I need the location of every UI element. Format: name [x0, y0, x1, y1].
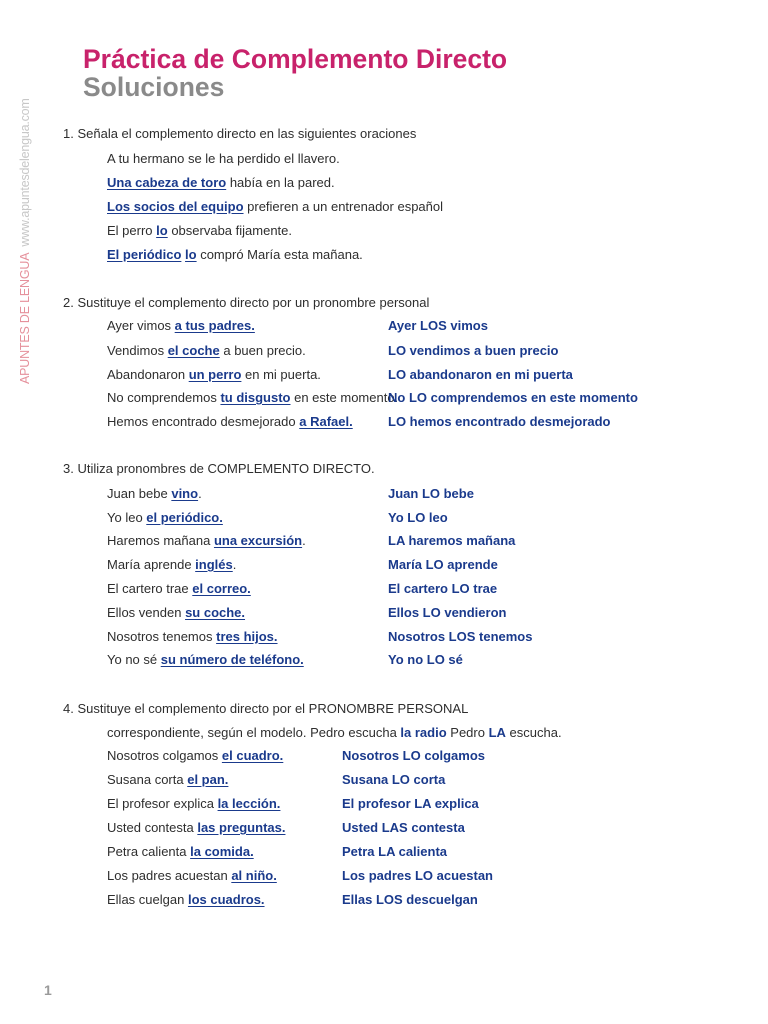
- answer-text: Los padres LO acuestan: [342, 868, 493, 883]
- sentence-text: compró María esta mañana.: [196, 247, 363, 262]
- direct-object-highlight: tu disgusto: [220, 390, 291, 405]
- sidebar-text: [18, 98, 32, 384]
- answer-text: Nosotros LOS tenemos: [388, 629, 533, 644]
- answer-text: LO abandonaron en mi puerta: [388, 367, 573, 382]
- sentence-text: Nosotros colgamos: [107, 748, 222, 763]
- exercise-heading: 3. Utiliza pronombres de COMPLEMENTO DIRECTO.: [63, 461, 375, 476]
- answer-text: Usted LAS contesta: [342, 820, 465, 835]
- sentence-text: Ellas cuelgan: [107, 892, 188, 907]
- direct-object-highlight: su coche.: [185, 605, 246, 620]
- exercise-sentence: [107, 223, 292, 238]
- direct-object-highlight: las preguntas.: [197, 820, 286, 835]
- exercise-sentence: [107, 868, 277, 883]
- sentence-text: Hemos encontrado desmejorado: [107, 414, 300, 429]
- answer-text: Ellas LOS descuelgan: [342, 892, 478, 907]
- sentence-text: prefieren a un entrenador español: [243, 199, 444, 214]
- answer-text: Susana LO corta: [342, 772, 446, 787]
- sentence-text: a buen precio.: [219, 343, 306, 358]
- sentence-text: había en la pared.: [226, 175, 335, 190]
- answer-text: El profesor LA explica: [342, 796, 479, 811]
- sentence-text: Los padres acuestan: [107, 868, 232, 883]
- sentence-text: Nosotros tenemos: [107, 629, 217, 644]
- direct-object-highlight: al niño.: [231, 868, 277, 883]
- direct-object-highlight: lo: [156, 223, 168, 238]
- sentence-text: El profesor explica: [107, 796, 218, 811]
- exercise-sentence: [107, 318, 255, 333]
- sentence-text: A tu hermano se le ha perdido el llavero.: [107, 151, 340, 166]
- direct-object-highlight: el cuadro.: [221, 748, 284, 763]
- answer-text: LO vendimos a buen precio: [388, 343, 559, 358]
- exercise-sentence: [107, 175, 335, 190]
- exercise-sentence: [107, 367, 321, 382]
- sentence-text: .: [232, 557, 237, 572]
- sentence-text: Juan bebe: [107, 486, 172, 501]
- answer-text: El cartero LO trae: [388, 581, 498, 596]
- exercise-sentence: [107, 390, 398, 405]
- answer-text: Juan LO bebe: [388, 486, 474, 501]
- exercise-sentence: [107, 510, 223, 525]
- exercise-sentence: [107, 486, 202, 501]
- direct-object-highlight: a Rafael.: [299, 414, 353, 429]
- page-number: 1: [44, 982, 52, 998]
- answer-text: María LO aprende: [388, 557, 498, 572]
- direct-object-highlight: Los socios del equipo: [107, 199, 244, 214]
- sidebar-vertical-text: [14, 44, 36, 384]
- sentence-text: María aprende: [107, 557, 196, 572]
- exercise-sentence: [107, 748, 283, 763]
- exercise-sentence: [107, 605, 245, 620]
- exercise-sentence: [107, 652, 304, 667]
- answer-text: No LO comprendemos en este momento: [388, 390, 638, 405]
- answer-text: Petra LA calienta: [342, 844, 448, 859]
- sentence-text: Usted contesta: [107, 820, 198, 835]
- direct-object-highlight: tres hijos.: [216, 629, 278, 644]
- direct-object-highlight: un perro: [188, 367, 242, 382]
- exercise-sentence: [107, 796, 280, 811]
- sentence-text: Susana corta: [107, 772, 188, 787]
- answer-text: Yo no LO sé: [388, 652, 463, 667]
- exercise-sentence: [107, 247, 363, 262]
- sentence-text: Petra calienta: [107, 844, 191, 859]
- answer-text: Ellos LO vendieron: [388, 605, 507, 620]
- exercise-sentence: [107, 199, 443, 214]
- direct-object-highlight: la lección.: [217, 796, 281, 811]
- direct-object-highlight: a tus padres.: [174, 318, 255, 333]
- direct-object-highlight: Una cabeza de toro: [107, 175, 227, 190]
- exercise-sentence: [107, 820, 285, 835]
- sentence-text: Ellos venden: [107, 605, 186, 620]
- sentence-text: en mi puerta.: [241, 367, 321, 382]
- direct-object-highlight: su número de teléfono.: [160, 652, 304, 667]
- sentence-text: en este momento.: [290, 390, 399, 405]
- direct-object-highlight: inglés: [195, 557, 233, 572]
- answer-text: LA haremos mañana: [388, 533, 516, 548]
- exercise-sentence: [107, 414, 353, 429]
- sentence-text: El cartero trae: [107, 581, 193, 596]
- sidebar-brand: APUNTES DE LENGUA: [18, 252, 32, 384]
- exercise-sentence: [107, 533, 306, 548]
- exercise-sentence: [107, 581, 251, 596]
- sentence-text: observaba fijamente.: [167, 223, 292, 238]
- sentence-text: El perro: [107, 223, 157, 238]
- page-title: Práctica de Complemento Directo: [83, 44, 508, 74]
- exercise-sentence: [107, 892, 265, 907]
- exercise-sentence: [107, 629, 278, 644]
- page-subtitle: Soluciones: [83, 72, 225, 102]
- exercise-sentence: [107, 557, 236, 572]
- sentence-text: Yo no sé: [107, 652, 161, 667]
- direct-object-highlight: vino: [171, 486, 199, 501]
- sentence-text: Ayer vimos: [107, 318, 175, 333]
- direct-object-highlight: lo: [185, 247, 197, 262]
- sentence-text: escucha.: [505, 725, 562, 740]
- direct-object-highlight: el correo.: [192, 581, 251, 596]
- direct-object-highlight: los cuadros.: [187, 892, 265, 907]
- answer-text: Yo LO leo: [388, 510, 448, 525]
- exercise-sentence: [107, 343, 306, 358]
- sidebar-url: www.apuntesdelengua.com: [18, 98, 32, 247]
- exercise-sentence: [107, 151, 340, 166]
- direct-object-highlight: el coche: [167, 343, 220, 358]
- answer-text: LO hemos encontrado desmejorado: [388, 414, 611, 429]
- sentence-text: Pedro: [446, 725, 489, 740]
- direct-object-highlight: el pan.: [187, 772, 229, 787]
- direct-object-highlight: la comida.: [190, 844, 254, 859]
- sentence-text: Haremos mañana: [107, 533, 214, 548]
- sentence-text: No comprendemos: [107, 390, 221, 405]
- exercise-sentence: [107, 772, 228, 787]
- direct-object-highlight: el periódico.: [146, 510, 223, 525]
- exercise-heading: 2. Sustituye el complemento directo por un pronombre personal: [63, 295, 430, 310]
- direct-object-highlight: El periódico: [107, 247, 182, 262]
- answer-text: Ayer LOS vimos: [388, 318, 488, 333]
- exercise-sentence: [107, 844, 254, 859]
- sentence-text: Abandonaron: [107, 367, 189, 382]
- exercise-intro: [107, 725, 562, 740]
- sentence-text: Yo leo: [107, 510, 147, 525]
- sentence-text: correspondiente, según el modelo. Pedro escucha: [107, 725, 401, 740]
- exercise-heading: 1. Señala el complemento directo en las siguientes oraciones: [63, 126, 417, 141]
- answer-text: Nosotros LO colgamos: [342, 748, 486, 763]
- bold-text: LA: [488, 725, 506, 740]
- sentence-text: .: [302, 533, 306, 548]
- direct-object-highlight: una excursión: [213, 533, 303, 548]
- sentence-text: Vendimos: [107, 343, 168, 358]
- sentence-text: .: [198, 486, 202, 501]
- bold-text: la radio: [400, 725, 447, 740]
- exercise-heading: 4. Sustituye el complemento directo por el PRONOMBRE PERSONAL: [63, 701, 469, 716]
